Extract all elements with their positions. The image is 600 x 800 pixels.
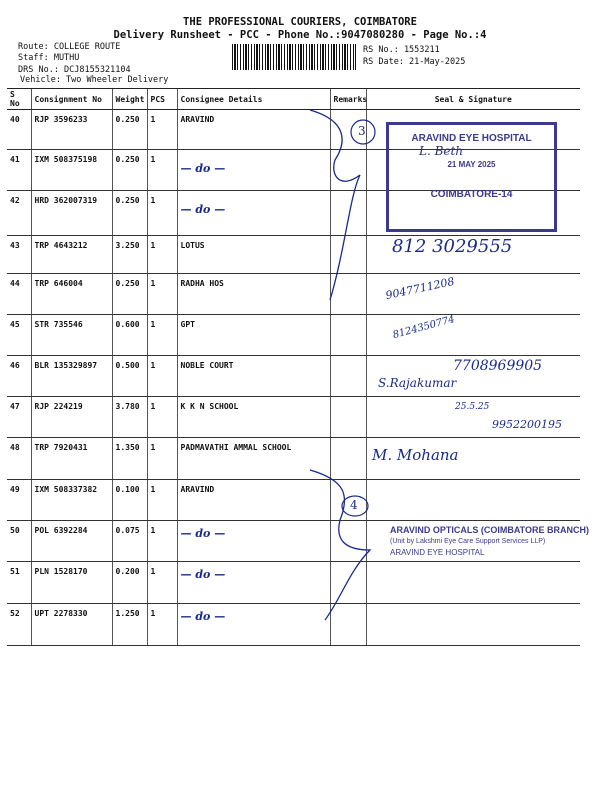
rs-number: RS No.: 1553211 xyxy=(363,45,440,55)
pcs-cell: 1 xyxy=(147,150,177,191)
col-pcs: PCS xyxy=(147,89,177,110)
table-row xyxy=(7,562,580,604)
sno-cell: 52 xyxy=(7,604,31,646)
table-row xyxy=(7,480,580,521)
pcs-cell: 1 xyxy=(147,110,177,150)
opticals-title: ARAVIND OPTICALS (COIMBATORE BRANCH) xyxy=(390,525,589,535)
consignee-cell: GPT xyxy=(177,315,330,356)
sno-cell: 44 xyxy=(7,274,31,315)
consignee-cell: — do — xyxy=(177,521,330,562)
signature-row-48: M. Mohana xyxy=(372,446,459,464)
consignment-cell: TRP 4643212 xyxy=(31,236,112,274)
route-label: Route: COLLEGE ROUTE xyxy=(18,42,121,52)
col-sno: S No xyxy=(7,89,31,110)
consignment-cell: TRP 646004 xyxy=(31,274,112,315)
bracket-number-3: 3 xyxy=(358,124,366,138)
weight-cell: 0.600 xyxy=(112,315,147,356)
consignee-cell: — do — xyxy=(177,150,330,191)
table-row xyxy=(7,397,580,438)
bracket-number-4: 4 xyxy=(350,498,358,512)
col-seal: Seal & Signature xyxy=(366,89,580,110)
signature-row-47-date: 25.5.25 xyxy=(455,402,490,412)
table-row xyxy=(7,604,580,646)
sno-cell: 43 xyxy=(7,236,31,274)
sno-cell: 42 xyxy=(7,191,31,236)
pcs-cell: 1 xyxy=(147,397,177,438)
pcs-cell: 1 xyxy=(147,562,177,604)
signature-row-47-phone: 9952200195 xyxy=(492,418,562,431)
weight-cell: 0.250 xyxy=(112,150,147,191)
pcs-cell: 1 xyxy=(147,191,177,236)
table-row xyxy=(7,438,580,480)
weight-cell: 3.780 xyxy=(112,397,147,438)
weight-cell: 0.100 xyxy=(112,480,147,521)
sno-cell: 45 xyxy=(7,315,31,356)
signature-row-47-name: S.Rajakumar xyxy=(378,376,457,390)
col-weight: Weight xyxy=(112,89,147,110)
stamp-initials: L. Beth xyxy=(419,144,464,158)
weight-cell: 0.500 xyxy=(112,356,147,397)
opticals-subtitle: (Unit by Lakshmi Eye Care Support Services LLP) xyxy=(390,538,546,545)
consignee-cell: ARAVIND xyxy=(177,110,330,150)
vehicle-label: Vehicle: Two Wheeler Delivery xyxy=(20,75,169,85)
weight-cell: 1.250 xyxy=(112,604,147,646)
seal-cell xyxy=(366,604,580,646)
consignment-cell: HRD 362007319 xyxy=(31,191,112,236)
seal-cell xyxy=(366,562,580,604)
opticals-stamp xyxy=(390,525,590,558)
weight-cell: 0.200 xyxy=(112,562,147,604)
col-consignment: Consignment No xyxy=(31,89,112,110)
weight-cell: 3.250 xyxy=(112,236,147,274)
staff-label: Staff: MUTHU xyxy=(18,53,80,63)
sno-cell: 41 xyxy=(7,150,31,191)
pcs-cell: 1 xyxy=(147,604,177,646)
sno-cell: 46 xyxy=(7,356,31,397)
signature-row-45: 8124350774 xyxy=(391,313,456,342)
consignment-cell: IXM 508337382 xyxy=(31,480,112,521)
pcs-cell: 1 xyxy=(147,480,177,521)
stamp-city: COIMBATORE-14 xyxy=(430,189,513,200)
consignee-cell: PADMAVATHI AMMAL SCHOOL xyxy=(177,438,330,480)
sno-cell: 48 xyxy=(7,438,31,480)
consignment-cell: BLR 135329897 xyxy=(31,356,112,397)
pcs-cell: 1 xyxy=(147,438,177,480)
consignment-cell: PLN 1528170 xyxy=(31,562,112,604)
table-row xyxy=(7,315,580,356)
weight-cell: 0.250 xyxy=(112,110,147,150)
pcs-cell: 1 xyxy=(147,521,177,562)
sno-cell: 49 xyxy=(7,480,31,521)
consignment-cell: STR 735546 xyxy=(31,315,112,356)
consignee-cell: NOBLE COURT xyxy=(177,356,330,397)
opticals-line3: ARAVIND EYE HOSPITAL xyxy=(390,548,485,557)
drs-number: DRS No.: DCJ8155321104 xyxy=(18,65,131,75)
stamp-title: ARAVIND EYE HOSPITAL xyxy=(411,133,532,144)
barcode xyxy=(232,44,356,70)
sno-cell: 47 xyxy=(7,397,31,438)
table-header-row xyxy=(7,89,580,110)
hospital-stamp xyxy=(386,122,557,232)
signature-row-44: 9047711208 xyxy=(384,274,456,303)
consignee-cell: — do — xyxy=(177,604,330,646)
seal-cell xyxy=(366,480,580,521)
bracket-marks xyxy=(300,100,390,640)
pcs-cell: 1 xyxy=(147,274,177,315)
pcs-cell: 1 xyxy=(147,236,177,274)
consignee-cell: — do — xyxy=(177,562,330,604)
signature-row-46: 7708969905 xyxy=(453,358,543,374)
col-consignee: Consignee Details xyxy=(177,89,330,110)
pcs-cell: 1 xyxy=(147,315,177,356)
consignee-cell: LOTUS xyxy=(177,236,330,274)
pcs-cell: 1 xyxy=(147,356,177,397)
consignment-cell: POL 6392284 xyxy=(31,521,112,562)
consignment-cell: RJP 3596233 xyxy=(31,110,112,150)
consignee-cell: RADHA HOS xyxy=(177,274,330,315)
stamp-date: 21 MAY 2025 xyxy=(447,160,496,169)
consignment-cell: RJP 224219 xyxy=(31,397,112,438)
consignee-cell: K K N SCHOOL xyxy=(177,397,330,438)
bracket-bottom-icon xyxy=(310,470,370,620)
table-row xyxy=(7,274,580,315)
company-title: THE PROFESSIONAL COURIERS, COIMBATORE xyxy=(183,16,417,28)
sno-cell: 51 xyxy=(7,562,31,604)
consignment-cell: IXM 508375198 xyxy=(31,150,112,191)
weight-cell: 0.250 xyxy=(112,274,147,315)
weight-cell: 1.350 xyxy=(112,438,147,480)
sno-cell: 40 xyxy=(7,110,31,150)
runsheet-subtitle: Delivery Runsheet - PCC - Phone No.:9047080280 - Page No.:4 xyxy=(113,29,487,41)
rs-date: RS Date: 21-May-2025 xyxy=(363,57,466,67)
weight-cell: 0.075 xyxy=(112,521,147,562)
sno-cell: 50 xyxy=(7,521,31,562)
consignee-cell: — do — xyxy=(177,191,330,236)
consignee-cell: ARAVIND xyxy=(177,480,330,521)
consignment-cell: UPT 2278330 xyxy=(31,604,112,646)
weight-cell: 0.250 xyxy=(112,191,147,236)
signature-row-43: 812 3029555 xyxy=(392,236,513,257)
col-remarks: Remarks xyxy=(330,89,366,110)
consignment-cell: TRP 7920431 xyxy=(31,438,112,480)
